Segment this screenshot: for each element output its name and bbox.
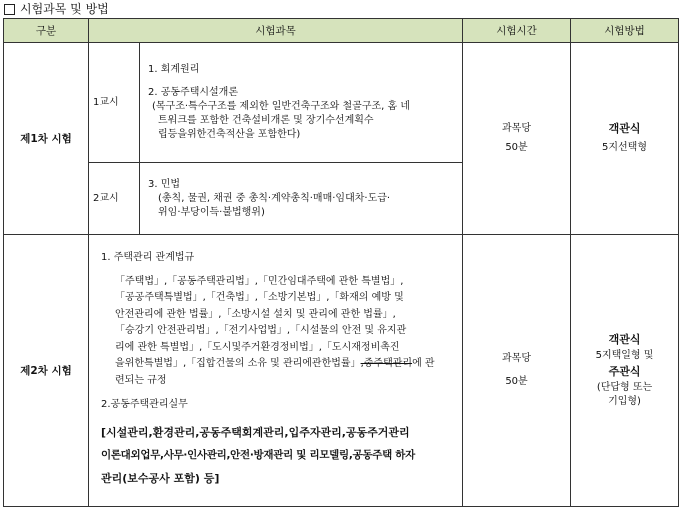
law-line-3: 안전관리에 관한 법률」,「소방시설 설치 및 관리에 관한 법률」, [115, 308, 396, 320]
round1-method [571, 43, 679, 235]
housing-law-list [101, 274, 456, 390]
practice-line-1: [시설관리,환경관리,공동주택회계관리,입주자관리,공동주거관리 [101, 426, 410, 440]
law-line-2: 「공공주택특별법」,「건축법」,「소방기본법」,「화재의 예방 및 [115, 292, 404, 304]
round2-subjects [89, 235, 463, 507]
law-line-7: 련되는 규정 [115, 374, 167, 386]
law-line-6b: 에 관 [412, 358, 435, 370]
round1-time [463, 43, 571, 235]
round2-time-line1: 과목당 [502, 353, 531, 364]
round2-method-line3: 주관식 [608, 364, 641, 378]
subject-accounting: 1. 회계원리 [148, 64, 200, 75]
round1-period1-label: 1교시 [89, 43, 140, 163]
round1-period1-subjects [140, 43, 463, 163]
round1-label: 제1차 시험 [4, 43, 89, 235]
housing-practice-list [101, 421, 456, 490]
subject-civil-law-detail-2: 위임·부당이득·불법행위) [158, 206, 265, 218]
round1-period2-subjects [140, 163, 463, 235]
subject-housing-practice: 2.공동주택관리실무 [101, 399, 188, 411]
header-time: 시험시간 [463, 19, 571, 43]
round2-time [463, 235, 571, 507]
exam-table [3, 18, 679, 507]
round2-method-line5: 기입형) [608, 395, 641, 407]
round2-method-line1: 객관식 [608, 332, 641, 346]
law-line-6a: 을위한특별법」,「집합건물의 소유 및 관리에관한법률」 [115, 358, 361, 370]
subject-housing-facilities-detail-3: 립등을위한건축적산을 포함한다) [158, 129, 301, 140]
round2-row [4, 235, 679, 507]
subject-civil-law-detail-1: (총칙, 물권, 채권 중 총칙·계약총칙·매매·임대차·도급· [158, 192, 391, 204]
header-method: 시험방법 [571, 19, 679, 43]
round1-method-line1: 객관식 [608, 122, 641, 135]
practice-line-2: 이론대외업무,사무·인사관리,안전·방재관리 및 리모델링,공동주택 하자 [101, 449, 415, 462]
round1-period1-row [4, 43, 679, 163]
round2-time-line2: 50분 [505, 376, 528, 387]
section-title-text: 시험과목 및 방법 [20, 2, 109, 16]
checkbox-icon [4, 4, 15, 15]
law-line-6-strike: ,중주택관리 [360, 358, 413, 370]
round2-label: 제2차 시험 [4, 235, 89, 507]
practice-line-3: 관리(보수공사 포함) 등] [101, 472, 220, 486]
subject-housing-facilities-detail-1: (목구조·특수구조를 제외한 일반건축구조와 철골구조, 홈 네 [152, 101, 410, 112]
subject-civil-law: 3. 민법 [148, 178, 181, 190]
law-line-5: 리에 관한 특별법」,「도시및주거환경정비법」,「도시재정비촉진 [115, 341, 400, 353]
law-line-6 [115, 356, 456, 373]
section-title [4, 2, 109, 16]
round1-time-line2: 50분 [505, 142, 528, 153]
round2-method-line2: 5지택일형 및 [595, 349, 654, 361]
subject-housing-facilities-detail-2: 트워크를 포함한 건축설비개론 및 장기수선계획수 [158, 115, 374, 126]
round2-method [571, 235, 679, 507]
header-subjects: 시험과목 [89, 19, 463, 43]
header-category: 구분 [4, 19, 89, 43]
law-line-1: 「주택법」,「공동주택관리법」,「민간임대주택에 관한 특별법」, [115, 275, 404, 287]
subject-housing-facilities: 2. 공동주택시설개론 [148, 87, 238, 98]
round1-period2-label: 2교시 [89, 163, 140, 235]
header-row [4, 19, 679, 43]
round2-method-line4: (단답형 또는 [596, 381, 653, 393]
round1-method-line2: 5지선택형 [602, 142, 648, 153]
subject-housing-law: 1. 주택관리 관계법규 [101, 251, 195, 263]
round1-time-line1: 과목당 [502, 123, 531, 134]
law-line-4: 「승강기 안전관리법」,「전기사업법」,「시설물의 안전 및 유지관 [115, 325, 407, 337]
